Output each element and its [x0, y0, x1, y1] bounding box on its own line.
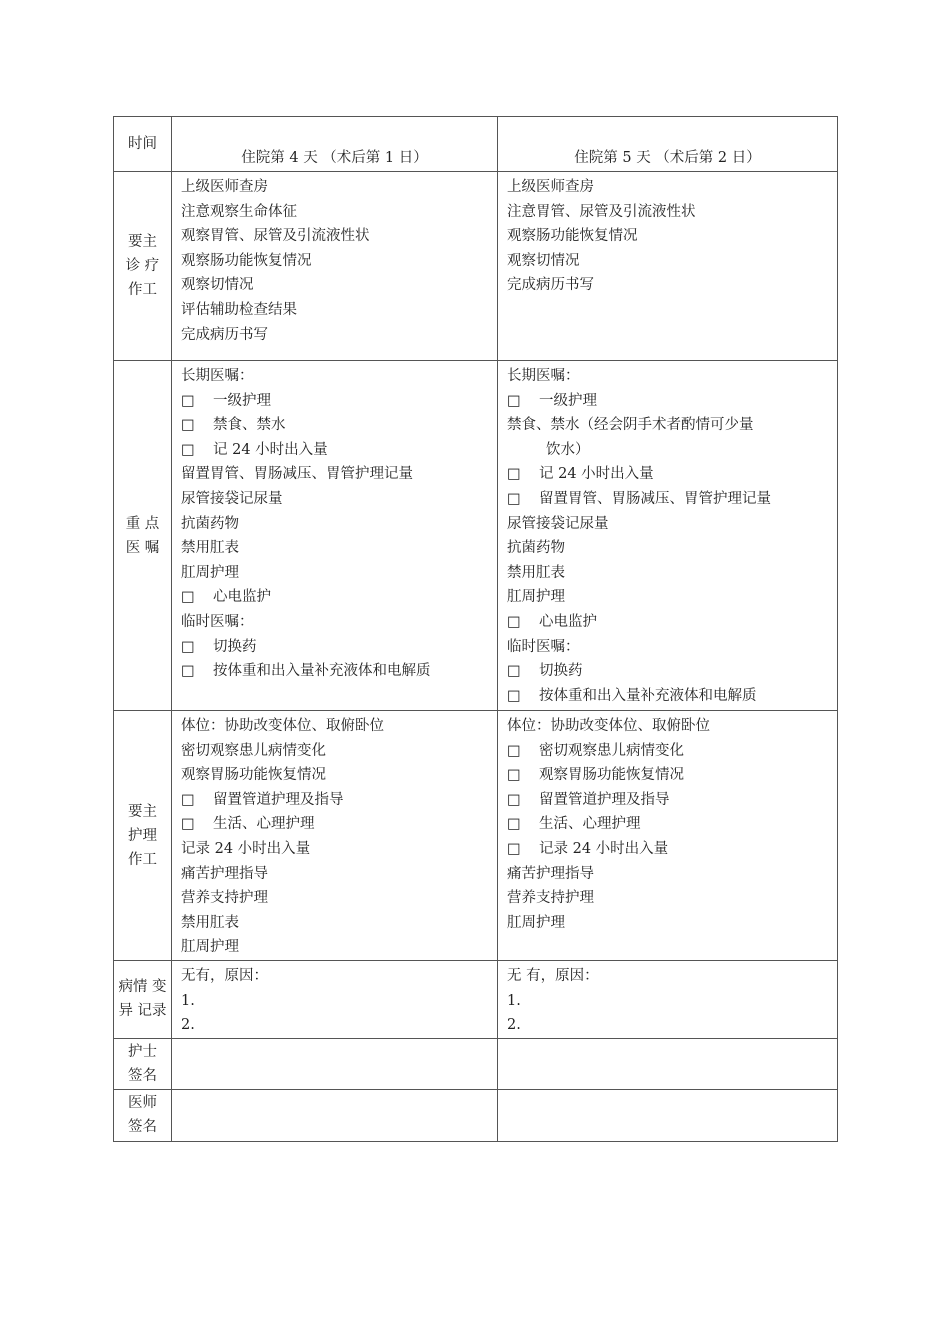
diagnosis-day4-cell: [172, 172, 498, 361]
checkbox-icon[interactable]: □: [507, 791, 521, 808]
cell-line: [498, 911, 837, 936]
item-text: 按体重和出入量补充液体和电解质: [539, 687, 757, 704]
item-text: 心电监护: [539, 613, 597, 630]
checkbox-icon[interactable]: □: [507, 392, 521, 409]
checklist-item[interactable]: [498, 462, 837, 487]
cell-line: [172, 512, 497, 537]
cell-line: 完成病历书写: [507, 277, 594, 294]
cell-line: [172, 462, 497, 487]
item-text: 留置胃管、胃肠减压、胃管护理记量: [181, 466, 413, 483]
variance-day5-cell: [498, 961, 838, 1039]
item-text: 切换药: [213, 638, 257, 655]
orders-row: [114, 361, 838, 711]
row-label-line: 医 嘱: [125, 539, 160, 556]
nursing-label: [114, 711, 172, 961]
checklist-item[interactable]: [172, 812, 497, 837]
item-text: 一级护理: [539, 392, 597, 409]
item-text: 观察胃肠功能恢复情况: [539, 767, 684, 784]
item-text: 饮水）: [546, 441, 590, 458]
checklist-item[interactable]: [172, 438, 497, 463]
row-label-line: 要主: [128, 234, 157, 250]
item-text: 抗菌药物: [181, 515, 239, 532]
checklist-item[interactable]: [498, 763, 837, 788]
row-label-line: 重 点: [125, 515, 160, 532]
item-text: 禁用肛表: [181, 914, 239, 931]
checklist-item[interactable]: [172, 788, 497, 813]
cell-line: [498, 585, 837, 610]
cell-line: [172, 536, 497, 561]
item-text: 临时医嘱：: [181, 613, 254, 630]
nurse-sign-label: [114, 1038, 172, 1089]
item-text: 密切观察患儿病情变化: [539, 742, 684, 759]
item-text: 营养支持护理: [181, 890, 268, 907]
cell-line: 上级医师查房: [181, 179, 268, 195]
cell-line: [172, 935, 497, 960]
cell-line: 完成病历书写: [181, 326, 268, 343]
cell-line: [172, 487, 497, 512]
cell-line: 观察切情况: [507, 252, 580, 269]
checkbox-icon[interactable]: □: [181, 816, 195, 833]
row-label-line: 作工: [128, 851, 157, 868]
diagnosis-label: [114, 172, 172, 361]
cell-line: [172, 561, 497, 586]
day4-header: 住院第 4 天 （术后第 1 日）: [172, 117, 498, 172]
cell-line: 1.: [507, 992, 521, 1009]
cell-line: [172, 739, 497, 764]
cell-line: 2.: [507, 1017, 521, 1034]
checkbox-icon[interactable]: □: [507, 816, 521, 833]
cell-line: [498, 536, 837, 561]
item-text: 肛周护理: [507, 914, 565, 931]
cell-line: 观察肠功能恢复情况: [181, 252, 312, 269]
doctor-sign-day5[interactable]: [498, 1089, 838, 1141]
cell-line: [498, 364, 837, 389]
checkbox-icon[interactable]: □: [507, 663, 521, 680]
item-text: 生活、心理护理: [539, 816, 641, 833]
item-text: 观察胃肠功能恢复情况: [181, 767, 326, 784]
item-text: 留置管道护理及指导: [539, 791, 670, 808]
cell-line: [498, 862, 837, 887]
item-text: 体位：协助改变体位、取俯卧位: [507, 718, 710, 734]
checkbox-icon[interactable]: □: [507, 490, 521, 507]
cell-line: [172, 837, 497, 862]
cell-line: 评估辅助检查结果: [181, 301, 297, 318]
item-text: 痛苦护理指导: [507, 865, 594, 882]
cell-line: [172, 714, 497, 739]
checkbox-icon[interactable]: □: [181, 638, 195, 655]
item-text: 禁用肛表: [181, 540, 239, 557]
checklist-item[interactable]: [498, 812, 837, 837]
item-text: 禁食、禁水（经会阴手术者酌情可少量: [507, 417, 754, 434]
cell-line: [498, 561, 837, 586]
nursing-day4-cell: [172, 711, 498, 961]
checkbox-icon[interactable]: □: [181, 417, 195, 434]
row-label-line: 作工: [128, 282, 157, 298]
cell-line: [172, 862, 497, 887]
checklist-item[interactable]: [498, 610, 837, 635]
checklist-item[interactable]: [498, 788, 837, 813]
cell-line: 观察胃管、尿管及引流液性状: [181, 228, 370, 245]
item-text: 按体重和出入量补充液体和电解质: [213, 663, 431, 680]
item-text: 肛周护理: [181, 939, 239, 956]
cell-line: [498, 413, 837, 438]
item-text: 切换药: [539, 663, 583, 680]
item-text: 记录 24 小时出入量: [539, 840, 669, 857]
cell-line: 无 有，原因：: [507, 968, 599, 984]
checkbox-icon[interactable]: □: [507, 742, 521, 759]
item-text: 尿管接袋记尿量: [507, 515, 609, 532]
item-text: 留置管道护理及指导: [213, 791, 344, 808]
item-text: 禁用肛表: [507, 564, 565, 581]
checklist-item[interactable]: [498, 837, 837, 862]
item-text: 长期医嘱：: [181, 368, 254, 384]
row-label-line: 病情 变: [118, 979, 167, 996]
variance-label: [114, 961, 172, 1039]
item-text: 记 24 小时出入量: [213, 441, 328, 458]
header-row: [114, 117, 838, 172]
clinical-pathway-table: [113, 116, 838, 1142]
cell-line: 观察肠功能恢复情况: [507, 228, 638, 245]
checkbox-icon[interactable]: □: [181, 441, 195, 458]
cell-line: 无有，原因：: [181, 968, 268, 984]
doctor-sign-day4[interactable]: [172, 1089, 498, 1141]
cell-line: 注意观察生命体征: [181, 203, 297, 220]
item-text: 肛周护理: [507, 589, 565, 606]
checklist-item[interactable]: [498, 659, 837, 684]
row-label-line: 医师: [128, 1095, 157, 1112]
item-text: 记录 24 小时出入量: [181, 840, 311, 857]
doctor-sign-row: [114, 1089, 838, 1141]
doctor-sign-label: [114, 1089, 172, 1141]
variance-day4-cell: [172, 961, 498, 1039]
item-text: 体位：协助改变体位、取俯卧位: [181, 718, 384, 734]
nurse-sign-day4[interactable]: [172, 1038, 498, 1089]
row-label-line: 要主: [128, 803, 157, 820]
row-label-line: 护士: [128, 1043, 157, 1060]
cell-line: [498, 438, 837, 463]
checklist-item[interactable]: [172, 389, 497, 414]
checkbox-icon[interactable]: □: [181, 791, 195, 808]
row-label-line: 护理: [128, 827, 157, 844]
cell-line: [498, 714, 837, 739]
item-text: 留置胃管、胃肠减压、胃管护理记量: [539, 490, 771, 507]
nursing-row: [114, 711, 838, 961]
row-label-line: 异 记录: [118, 1003, 167, 1020]
time-label: 时间: [114, 117, 172, 172]
cell-line: [172, 364, 497, 389]
item-text: 心电监护: [213, 589, 271, 606]
cell-line: [498, 635, 837, 660]
item-text: 密切观察患儿病情变化: [181, 742, 326, 759]
item-text: 记 24 小时出入量: [539, 466, 654, 483]
checklist-item[interactable]: [172, 413, 497, 438]
item-text: 抗菌药物: [507, 540, 565, 557]
checklist-item[interactable]: [498, 487, 837, 512]
cell-line: 上级医师查房: [507, 179, 594, 195]
checkbox-icon[interactable]: □: [507, 840, 521, 857]
checklist-item[interactable]: [172, 659, 497, 684]
variance-row: [114, 961, 838, 1039]
row-label-line: 诊 疗: [125, 258, 160, 274]
cell-line: [498, 512, 837, 537]
checkbox-icon[interactable]: □: [181, 589, 195, 606]
checklist-item[interactable]: [172, 635, 497, 660]
checkbox-icon[interactable]: □: [507, 613, 521, 630]
item-text: 痛苦护理指导: [181, 865, 268, 882]
checkbox-icon[interactable]: □: [507, 767, 521, 784]
cell-line: [172, 610, 497, 635]
diagnosis-day5-cell: [498, 172, 838, 361]
cell-line: [172, 886, 497, 911]
checkbox-icon[interactable]: □: [507, 466, 521, 483]
item-text: 长期医嘱：: [507, 368, 580, 384]
cell-line: 2.: [181, 1017, 195, 1034]
checkbox-icon[interactable]: □: [181, 392, 195, 409]
cell-line: 观察切情况: [181, 277, 254, 294]
orders-label: [114, 361, 172, 711]
orders-day5-cell: [498, 361, 838, 711]
cell-line: 1.: [181, 992, 195, 1009]
nurse-sign-row: [114, 1038, 838, 1089]
cell-line: 注意胃管、尿管及引流液性状: [507, 203, 696, 220]
checklist-item[interactable]: [172, 585, 497, 610]
row-label-line: 签名: [128, 1067, 157, 1084]
nursing-day5-cell: [498, 711, 838, 961]
item-text: 营养支持护理: [507, 890, 594, 907]
cell-line: [498, 886, 837, 911]
day5-header: 住院第 5 天 （术后第 2 日）: [498, 117, 838, 172]
cell-line: [172, 911, 497, 936]
item-text: 肛周护理: [181, 564, 239, 581]
item-text: 尿管接袋记尿量: [181, 490, 283, 507]
cell-line: [172, 763, 497, 788]
orders-day4-cell: [172, 361, 498, 711]
checklist-item[interactable]: [498, 684, 837, 709]
checkbox-icon[interactable]: □: [507, 687, 521, 704]
item-text: 一级护理: [213, 392, 271, 409]
nurse-sign-day5[interactable]: [498, 1038, 838, 1089]
checklist-item[interactable]: [498, 739, 837, 764]
checklist-item[interactable]: [498, 389, 837, 414]
diagnosis-row: [114, 172, 838, 361]
item-text: 禁食、禁水: [213, 417, 286, 434]
checkbox-icon[interactable]: □: [181, 663, 195, 680]
row-label-line: 签名: [128, 1119, 157, 1136]
item-text: 生活、心理护理: [213, 816, 315, 833]
item-text: 临时医嘱：: [507, 638, 580, 655]
